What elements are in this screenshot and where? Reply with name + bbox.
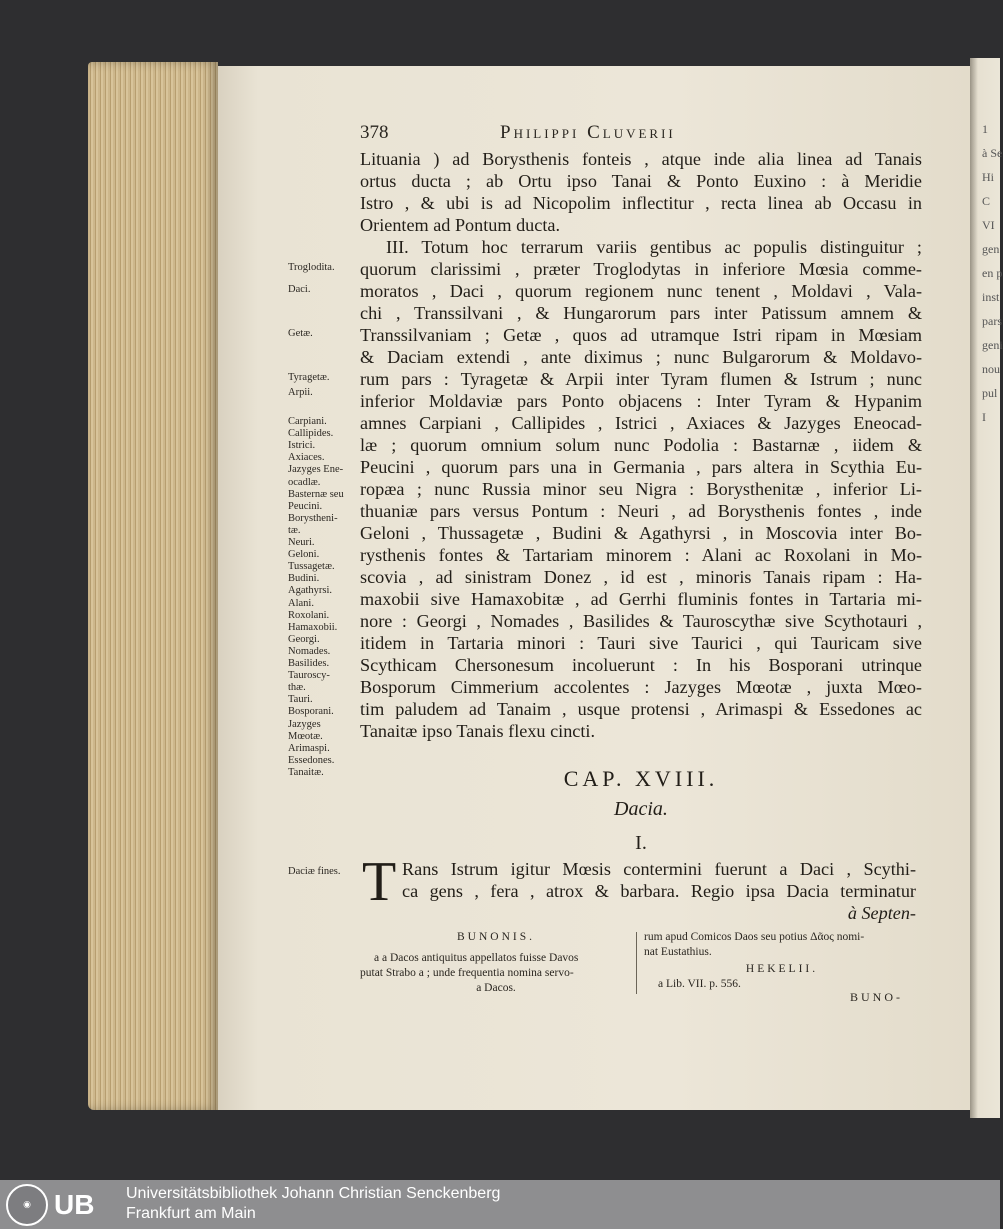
- margin-note: Peucini.: [288, 500, 323, 512]
- text-line: Scythicam Chersonesum incoluerunt : In his Bosporani utrinque: [360, 655, 922, 675]
- institution-line-2: Frankfurt am Main: [126, 1205, 256, 1222]
- text-line: itidem in Tartaria minori : Tauri sive Taurici , qui Tauricam sive: [360, 633, 922, 653]
- text-line: amnes Carpiani , Callipides , Istrici , Axiaces & Jazyges Eneocad-: [360, 413, 922, 433]
- text-line: Orientem ad Pontum ducta.: [360, 215, 561, 235]
- margin-note: Nomades.: [288, 645, 331, 657]
- text-line: Istro , & ubi is ad Nicopolim inflectitur , recta linea ab Occasu in: [360, 193, 922, 213]
- book-page-edges: [88, 62, 218, 1110]
- facing-page-text: en p: [982, 266, 1003, 280]
- margin-note: Mœotæ.: [288, 730, 323, 742]
- main-text: [360, 148, 922, 742]
- institution-line-1: Universitätsbibliothek Johann Christian Senckenberg: [126, 1185, 501, 1202]
- margin-note: Troglodita.: [288, 262, 335, 273]
- margin-note: Neuri.: [288, 537, 315, 548]
- page-number: 378: [360, 122, 389, 143]
- margin-note: Essedones.: [288, 754, 335, 766]
- margin-note: Jazyges Ene-: [288, 464, 344, 476]
- text-line: scovia , ad sinistram Donez , id est , minoris Tanais ripam : Ha-: [360, 567, 922, 587]
- margin-note: Basternæ seu: [288, 488, 344, 500]
- margin-note: Jazyges: [288, 718, 321, 730]
- text-line: nore : Georgi , Nomades , Basilides & Tauroscythæ sive Scythotauri ,: [360, 611, 922, 631]
- text-line: quorum clarissimi , præter Troglodytas in inferiore Mœsia comme-: [360, 259, 922, 279]
- chapter-text-line: Rans Istrum igitur Mœsis contermini fuerunt a Daci , Scythi-: [402, 859, 916, 879]
- text-line: chi , Transsilvani , & Hungarorum pars inter Patissum amnem &: [360, 303, 922, 323]
- facing-page-text: VI: [982, 218, 995, 232]
- margin-note: Arpii.: [288, 387, 313, 399]
- text-line: Transsilvaniam ; Getæ , quos ad utramque Istri ripam in Mœsiam: [360, 325, 922, 345]
- footnote-line: a a Dacos antiquitus appellatos fuisse Davos: [374, 952, 579, 964]
- text-line: inferior Moldaviæ pars Ponto objacens : Inter Tyram & Hypanim: [360, 391, 922, 411]
- chapter-text-line: à Septen-: [847, 903, 916, 923]
- facing-page-text: gen: [982, 242, 1000, 256]
- margin-note: Borystheni-: [288, 512, 338, 524]
- margin-note: Daci.: [288, 284, 311, 295]
- text-line: moratos , Daci , quorum regionem nunc tenent , Moldavi , Vala-: [360, 281, 922, 301]
- footnote-line: rum apud Comicos Daos seu potius Δᾶος nomi-: [644, 931, 865, 943]
- text-line: ortus ducta ; ab Ortu ipso Tanai & Ponto Euxino : à Meridie: [360, 171, 922, 191]
- library-logo[interactable]: [6, 1184, 118, 1225]
- chapter-subtitle: Dacia.: [614, 798, 668, 820]
- margin-note: Tauroscy-: [288, 670, 330, 682]
- text-line: læ ; quorum omnium solum nunc Podolia : Bastarnæ , iidem &: [360, 435, 922, 455]
- facing-page-text: inst: [982, 290, 1000, 304]
- margin-note: thæ.: [288, 682, 306, 694]
- footnote-right: [644, 930, 920, 992]
- seal-icon: ◉: [6, 1184, 48, 1226]
- margin-note: Roxolani.: [288, 609, 330, 621]
- footnote-line: putat Strabo a ; unde frequentia nomina servo-: [360, 967, 574, 979]
- margin-note: Arimaspi.: [288, 742, 330, 754]
- margin-note: Tauri.: [288, 694, 313, 706]
- running-title: Philippi Cluverii: [500, 122, 676, 143]
- margin-note: Bosporani.: [288, 706, 334, 718]
- footnote-right-ref: a Lib. VII. p. 556.: [658, 978, 741, 990]
- text-line: & Daciam extendi , ante diximus ; nunc Bulgarorum & Moldavo-: [360, 347, 922, 367]
- margin-note: Istrici.: [288, 440, 316, 452]
- margin-note: ocadlæ.: [288, 476, 321, 488]
- margin-note: Callipides.: [288, 428, 334, 440]
- facing-page-text: 1: [982, 122, 988, 136]
- text-line: tim paludem ad Tanaim , usque protensi , Arimaspi & Essedones ac: [360, 699, 922, 719]
- facing-page-text: à Se: [982, 146, 1003, 160]
- margin-note: Georgi.: [288, 633, 320, 645]
- drop-capital: T: [362, 851, 397, 913]
- margin-note: Geloni.: [288, 549, 320, 561]
- facing-page-text: geni: [982, 338, 1003, 352]
- section-margin-note: Daciæ fines.: [288, 866, 341, 877]
- institution-name[interactable]: [126, 1184, 500, 1224]
- chapter-text: [402, 858, 916, 924]
- margin-note: Tyragetæ.: [288, 372, 330, 383]
- text-line: Tanaitæ ipso Tanais flexu cincti.: [360, 721, 596, 741]
- chapter-heading: CAP. XVIII.: [563, 766, 719, 791]
- logo-text: UB: [54, 1188, 95, 1220]
- facing-page-text: pul: [982, 386, 998, 400]
- facing-page-text: pars: [982, 314, 1002, 328]
- text-line: Bosporum Cimmerium accolentes : Jazyges Mœotæ , juxta Mœo-: [360, 677, 922, 697]
- chapter-text-line: ca gens , fera , atrox & barbara. Regio ipsa Dacia terminatur: [402, 881, 916, 901]
- margin-note: Agathyrsi.: [288, 585, 333, 597]
- footnote-right-heading: HEKELII.: [745, 963, 819, 975]
- text-line: thuaniæ pars versus Pontum : Neuri , ad Borysthenis fontes , inde: [360, 501, 922, 521]
- text-line: rum pars : Tyragetæ & Arpii inter Tyram flumen & Istrum ; nunc: [360, 369, 922, 389]
- footer-bar: [0, 1180, 1000, 1229]
- facing-page-text: nou: [982, 362, 1000, 376]
- text-line: III. Totum hoc terrarum variis gentibus ac populis distinguitur ;: [386, 237, 922, 257]
- footnote-line: nat Eustathius.: [644, 946, 712, 958]
- facing-page-fragment: [970, 58, 1003, 1118]
- footnote-left-heading: BUNONIS.: [457, 931, 535, 943]
- margin-note: Tanaitæ.: [288, 766, 324, 778]
- margin-note: Budini.: [288, 573, 320, 585]
- text-line: rysthenis fontes & Tartariam minorem : Alani ac Roxolani in Mo-: [360, 545, 922, 565]
- footnote-divider: [636, 932, 637, 994]
- margin-note: Tussagetæ.: [288, 561, 335, 573]
- facing-page-text: C: [982, 194, 991, 208]
- text-line: Lituania ) ad Borysthenis fonteis , atque inde alia linea ad Tanais: [360, 149, 922, 169]
- footnote-left: [360, 930, 632, 996]
- text-line: maxobii sive Hamaxobitæ , ad Gerrhi fluminis fontes in Tartaria mi-: [360, 589, 922, 609]
- facing-page-text: Hi: [982, 170, 994, 184]
- margin-note: Alani.: [288, 597, 314, 609]
- catchword: BUNO-: [850, 990, 903, 1004]
- margin-note: Hamaxobii.: [288, 621, 338, 633]
- text-line: Geloni , Thussagetæ , Budini & Agathyrsi , in Moscovia inter Bo-: [360, 523, 922, 543]
- section-number: I.: [635, 832, 647, 854]
- text-line: Peucini , quorum pars una in Germania , pars altera in Scythia Eu-: [360, 457, 922, 477]
- margin-note: Getæ.: [288, 328, 313, 339]
- footnote-line: a Dacos.: [476, 982, 516, 994]
- text-line: ropæa ; nunc Russia minor seu Nigra : Borysthenitæ , inferior Li-: [360, 479, 922, 499]
- margin-note: Carpiani.: [288, 416, 327, 427]
- margin-note: Basilides.: [288, 658, 330, 669]
- margin-note: tæ.: [288, 524, 301, 536]
- margin-note: Axiaces.: [288, 452, 325, 464]
- facing-page-text: I: [982, 410, 986, 424]
